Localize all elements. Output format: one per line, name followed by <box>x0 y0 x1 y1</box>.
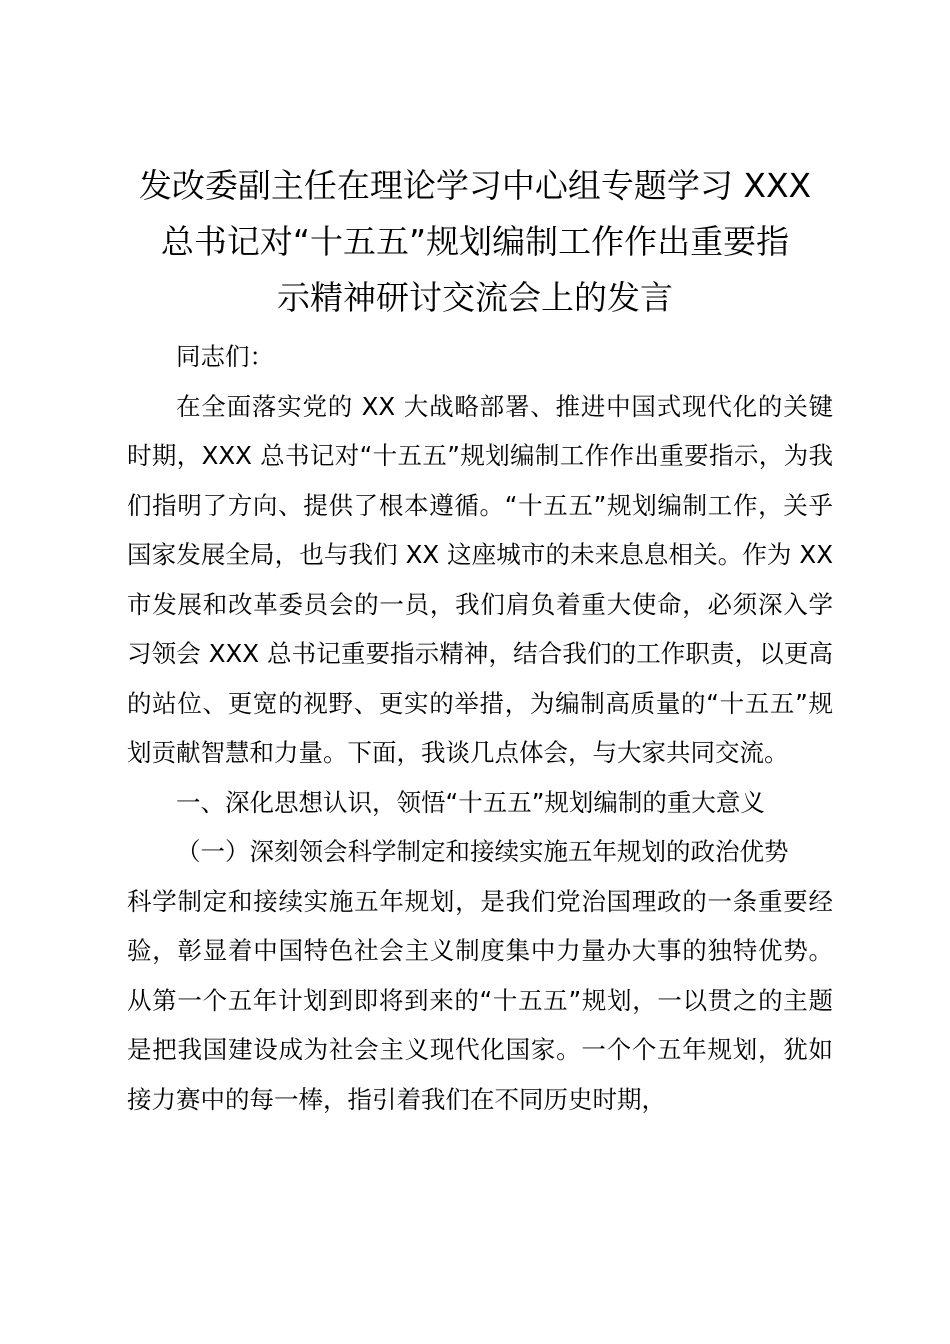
document-title <box>115 158 835 326</box>
subsection-heading: （一）深刻领会科学制定和接续实施五年规划的政治优势 <box>176 837 789 866</box>
document-body <box>127 332 833 1124</box>
subsection-paragraph: 科学制定和接续实施五年规划，是我们党治国理政的一条重要经验，彰显着中国特色社会主义制度集中力量办大事的独特优势。从第一个五年计划到即将到来的“十五五”规划，一以贯之的主题是把我国建设成为社会主义现代化国家。一个个五年规划，犹如接力赛中的每一棒，指引着我们在不同历史时期， <box>127 886 833 1114</box>
intro-paragraph: 在全面落实党的 XX 大战略部署、推进中国式现代化的关键时期，XXX 总书记对“十五五”规划编制工作作出重要指示，为我们指明了方向、提供了根本遵循。“十五五”规划编制工作，关乎国家发展全局，也与我们 XX 这座城市的未来息息相关。作为 XX 市发展和改革委员会的一员，我们肩负着重大使命，必须深入学习领会 XXX 总书记重要指示精神，结合我们的工作职责，以更高的站位、更宽的视野、更实的举措，为编制高质量的“十五五”规划贡献智慧和力量。下面，我谈几点体会，与大家共同交流。 <box>127 391 833 767</box>
title-line-2: 总书记对“十五五”规划编制工作作出重要指 <box>160 222 790 261</box>
title-line-1: 发改委副主任在理论学习中心组专题学习 XXX <box>138 166 812 205</box>
title-line-3: 示精神研讨交流会上的发言 <box>277 278 673 317</box>
salutation: 同志们： <box>176 342 274 371</box>
section-heading: 一、深化思想认识，领悟“十五五”规划编制的重大意义 <box>176 787 765 817</box>
